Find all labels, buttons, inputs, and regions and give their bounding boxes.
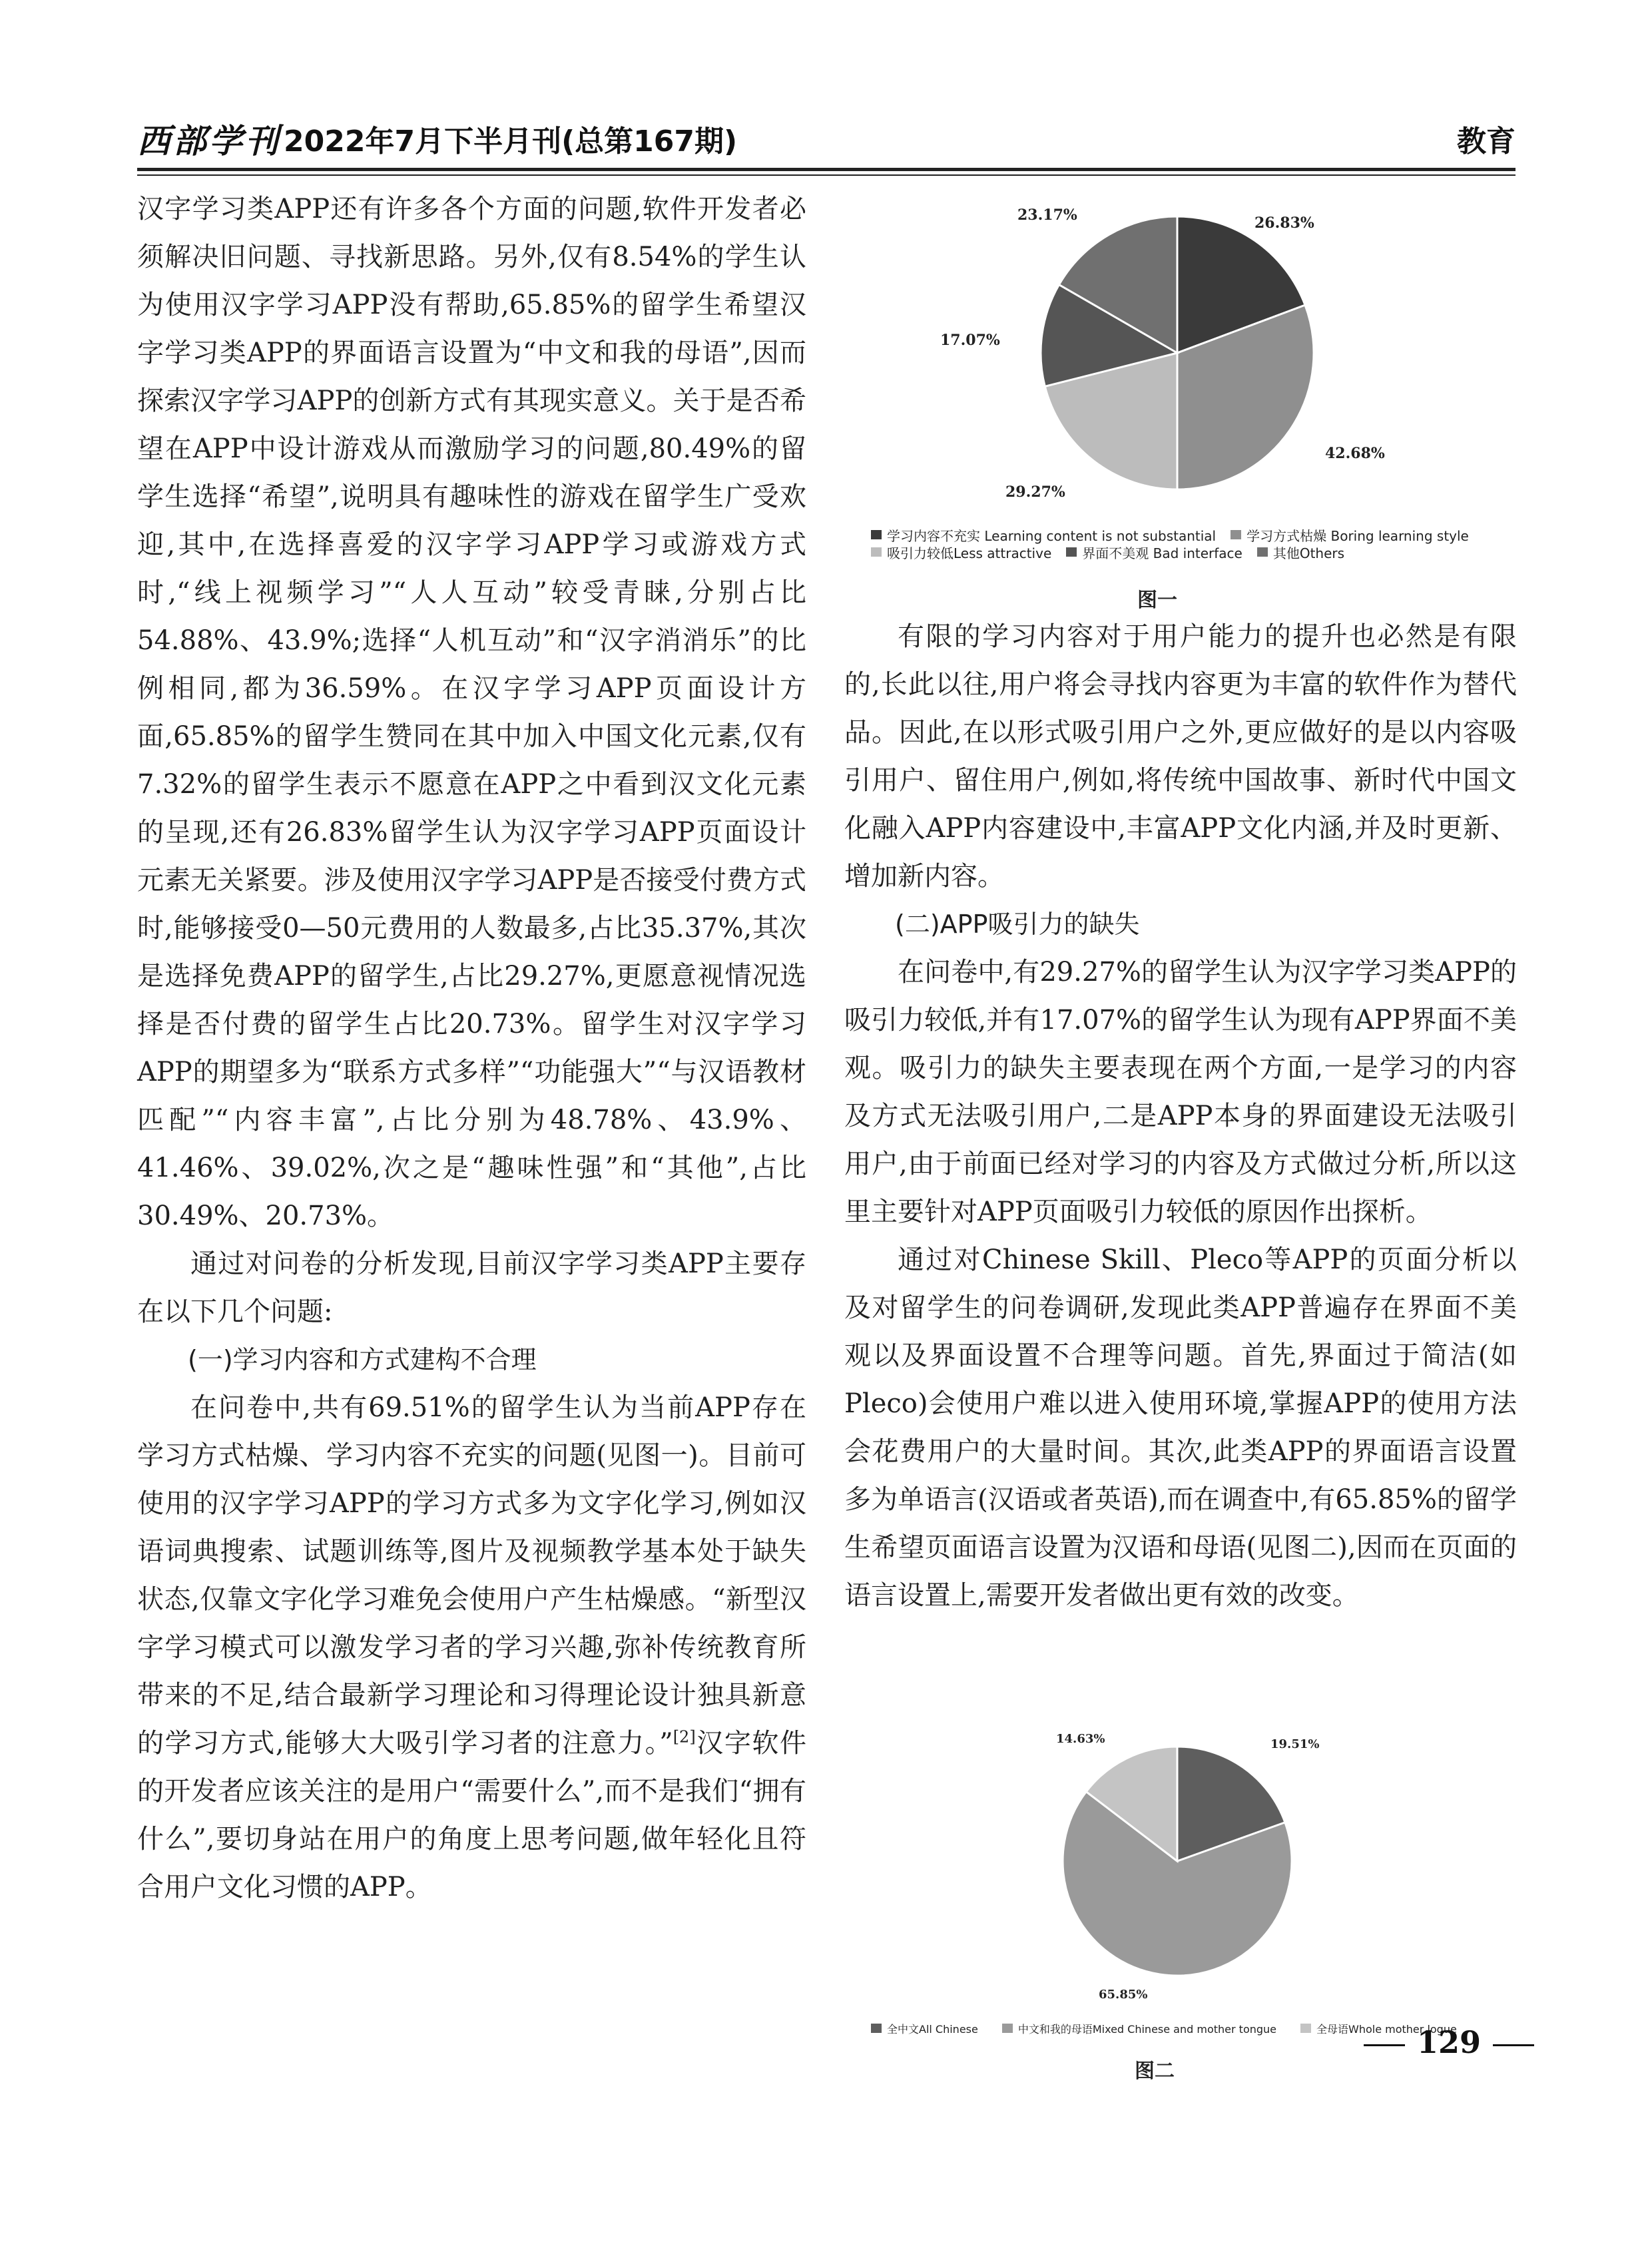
legend-swatch — [1231, 530, 1241, 539]
slice-label: 65.85% — [1099, 1988, 1148, 2002]
slice-label: 42.68% — [1325, 445, 1385, 462]
page-dash-left — [1364, 2044, 1405, 2046]
subsection-heading: (二)APP吸引力的缺失 — [895, 910, 1140, 939]
legend-item — [871, 525, 1216, 545]
legend-label: 学习方式枯燥 Boring learning style — [1246, 527, 1469, 544]
legend-swatch — [1066, 547, 1077, 557]
legend-swatch — [871, 547, 882, 557]
header-rule — [137, 168, 1515, 171]
legend-swatch — [1300, 2024, 1311, 2033]
section-tag: 教育 — [1457, 125, 1515, 158]
legend-swatch — [871, 530, 882, 539]
legend-label: 其他Others — [1272, 545, 1345, 561]
paragraph: 通过对Chinese Skill、Pleco等APP的页面分析以及对留学生的问卷调研,发现此类APP普遍存在界面不美观以及界面设置不合理等问题。首先,界面过于简洁(如Pleco)会使用户难以进入使用环境,掌握APP的使用方法会花费用户的大量时间。其次,此类APP的界面语言设置多为单语言(汉语或者英语),而在调查中,有65.85%的留学生希望页面语言设置为汉语和母语(见图二),因而在页面的语言设置上,需要开发者做出更有效的改变。 — [844, 1245, 1517, 1611]
figure-caption: 图二 — [1135, 2060, 1175, 2083]
legend-item — [871, 2021, 978, 2036]
slice-label: 23.17% — [1017, 206, 1077, 224]
slice-label: 26.83% — [1254, 214, 1314, 232]
legend-label: 学习内容不充实 Learning content is not substantial — [887, 527, 1217, 544]
page-number — [1352, 2024, 1546, 2060]
pie-chart-1 — [844, 193, 1517, 539]
legend-1 — [871, 526, 1484, 561]
legend-item — [1066, 543, 1242, 562]
page-number-text: 129 — [1417, 2024, 1482, 2060]
subsection-heading: (一)学习内容和方式建构不合理 — [188, 1345, 537, 1374]
paragraph: 通过对问卷的分析发现,目前汉字学习类APP主要存在以下几个问题: — [137, 1249, 806, 1327]
slice-label: 14.63% — [1056, 1732, 1105, 1746]
legend-label: 吸引力较低Less attractive — [887, 545, 1052, 561]
figure-1 — [844, 193, 1517, 613]
paragraph-text: 汉字软件的开发者应该关注的是用户“需要什么”,而不是我们“拥有什么”,要切身站在用户的角度上思考问题,做年轻化且符合用户文化习惯的APP。 — [137, 1728, 806, 1902]
legend-item — [1002, 2021, 1276, 2036]
slice-label: 17.07% — [940, 332, 1000, 349]
paragraph: 在问卷中,有29.27%的留学生认为汉字学习类APP的吸引力较低,并有17.07%的留学生认为现有APP界面不美观。吸引力的缺失主要表现在两个方面,一是学习的内容及方式无法吸引用户,二是APP本身的界面建设无法吸引用户,由于前面已经对学习的内容及方式做过分析,所以这里主要针对APP页面吸引力较低的原因作出探析。 — [844, 957, 1517, 1227]
page-dash-right — [1493, 2044, 1534, 2046]
slice-label: 19.51% — [1270, 1737, 1320, 1751]
paragraph: 汉字学习类APP还有许多各个方面的问题,软件开发者必须解决旧问题、寻找新思路。另外,仅有8.54%的学生认为使用汉字学习APP没有帮助,65.85%的留学生希望汉字学习类APP的界面语言设置为“中文和我的母语”,因而探索汉字学习APP的创新方式有其现实意义。关于是否希望在APP中设计游戏从而激励学习的问题,80.49%的留学生选择“希望”,说明具有趣味性的游戏在留学生广受欢迎,其中,在选择喜爱的汉字学习APP学习或游戏方式时,“线上视频学习”“人人互动”较受青睐,分别占比54.88%、43.9%;选择“人机互动”和“汉字消消乐”的比例相同,都为36.59%。在汉字学习APP页面设计方面,65.85%的留学生赞同在其中加入中国文化元素,仅有7.32%的留学生表示不愿意在APP之中看到汉文化元素的呈现,还有26.83%留学生认为汉字学习APP页面设计元素无关紧要。涉及使用汉字学习APP是否接受付费方式时,能够接受0—50元费用的人数最多,占比35.37%,其次是选择免费APP的留学生,占比29.27%,更愿意视情况选择是否付费的留学生占比20.73%。留学生对汉字学习APP的期望多为“联系方式多样”“功能强大”“与汉语教材匹配”“内容丰富”,占比分别为48.78%、43.9%、41.46%、39.02%,次之是“趣味性强”和“其他”,占比30.49%、20.73%。 — [137, 194, 806, 1231]
right-column — [844, 613, 1517, 1619]
legend-swatch — [1002, 2024, 1013, 2033]
journal-logo: 西部学刊 — [137, 121, 281, 160]
header-left — [137, 112, 737, 165]
legend-item — [1231, 525, 1469, 545]
legend-item — [1257, 543, 1344, 562]
legend-swatch — [871, 2024, 882, 2033]
legend-label: 中文和我的母语Mixed Chinese and mother tongue — [1017, 2022, 1277, 2036]
pie-chart-2 — [844, 1721, 1517, 1994]
figure-caption: 图一 — [1137, 589, 1177, 612]
legend-label: 全母语Whole mother logue — [1316, 2022, 1457, 2036]
paragraph-text: 在问卷中,共有69.51%的留学生认为当前APP存在学习方式枯燥、学习内容不充实的问题(见图一)。目前可使用的汉字学习APP的学习方式多为文字化学习,例如汉语词典搜索、试题训练等,图片及视频教学基本处于缺失状态,仅靠文字化学习难免会使用户产生枯燥感。“新型汉字学习模式可以激发学习者的学习兴趣,弥补传统教育所带来的不足,结合最新学习理论和习得理论设计独具新意的学习方式,能够大大吸引学习者的注意力。” — [137, 1392, 806, 1759]
left-column — [137, 185, 806, 1911]
legend-label: 界面不美观 Bad interface — [1082, 545, 1242, 561]
citation-mark: [2] — [673, 1727, 696, 1747]
issue-info: 2022年7月下半月刊(总第167期) — [284, 125, 738, 158]
header-rule-thin — [137, 174, 1515, 176]
legend-swatch — [1257, 547, 1268, 557]
running-header — [137, 112, 1515, 165]
slice-label: 29.27% — [1005, 483, 1065, 501]
legend-item — [871, 543, 1051, 562]
paragraph — [137, 1384, 806, 1911]
legend-label: 全中文All Chinese — [887, 2022, 978, 2036]
paragraph: 有限的学习内容对于用户能力的提升也必然是有限的,长此以往,用户将会寻找内容更为丰富的软件作为替代品。因此,在以形式吸引用户之外,更应做好的是以内容吸引用户、留住用户,例如,将传统中国故事、新时代中国文化融入APP内容建设中,丰富APP文化内涵,并及时更新、增加新内容。 — [844, 621, 1517, 892]
